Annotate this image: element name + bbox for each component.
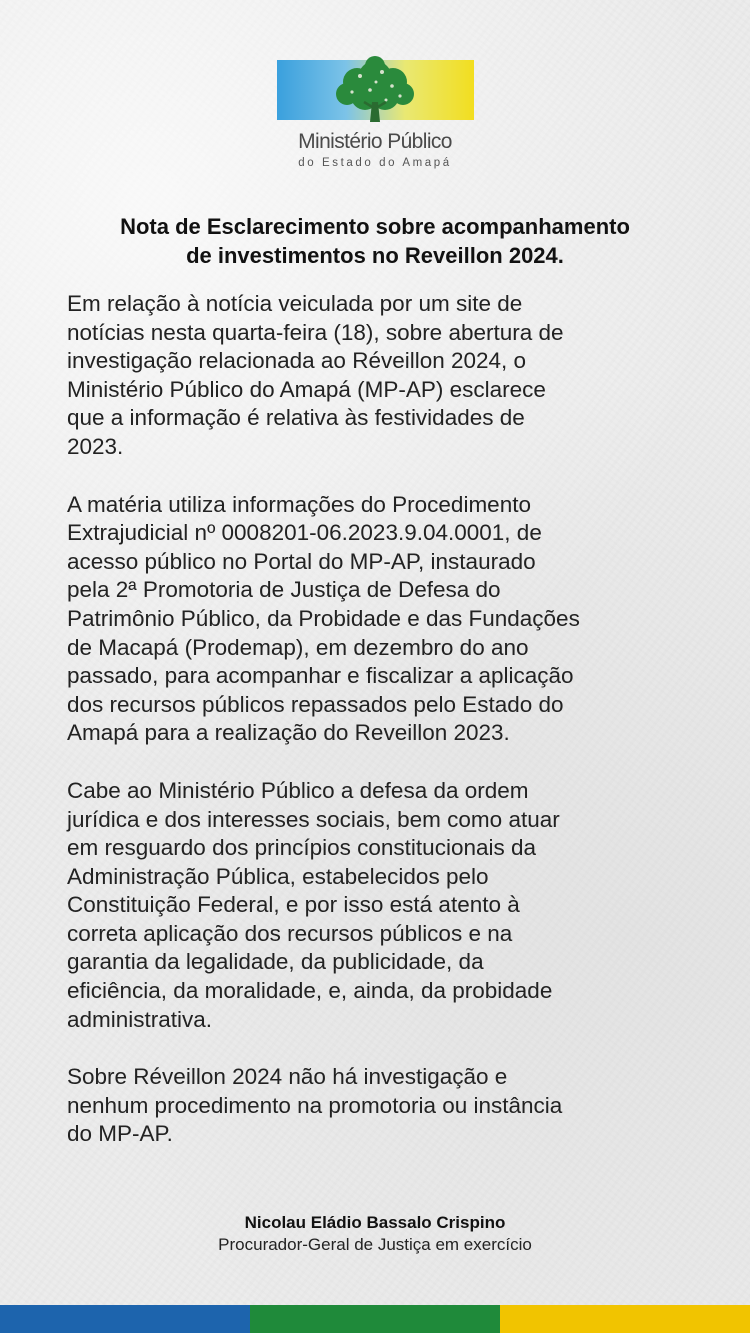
footer-bar-yellow [500, 1305, 750, 1333]
text-line: acesso público no Portal do MP-AP, instaurado [67, 548, 536, 574]
footer-bar-blue [0, 1305, 250, 1333]
text-line: em resguardo dos princípios constitucionais da [67, 835, 537, 861]
heading-line: de investimentos no Reveillon 2024. [186, 243, 564, 268]
text-line: Ministério Público do Amapá (MP-AP) esclarece [67, 376, 546, 402]
text-line: notícias nesta quarta-feira (18), sobre abertura de [67, 319, 564, 345]
text-line: pela 2ª Promotoria de Justiça de Defesa do [67, 577, 501, 603]
text-line: garantia da legalidade, da publicidade, da [67, 949, 484, 975]
text-line: nenhum procedimento na promotoria ou instância [67, 1092, 563, 1118]
signer-role: Procurador-Geral de Justiça em exercício [218, 1235, 532, 1254]
text-line: passado, para acompanhar e fiscalizar a aplicação [67, 663, 574, 689]
text-line: correta aplicação dos recursos públicos e na [67, 920, 513, 946]
text-line: dos recursos públicos repassados pelo Estado do [67, 691, 564, 717]
text-line: 2023. [67, 433, 124, 459]
text-line: Cabe ao Ministério Público a defesa da ordem [67, 777, 529, 803]
note-body [67, 290, 707, 1178]
note-heading [40, 212, 710, 270]
text-line: Em relação à notícia veiculada por um site de [67, 291, 523, 316]
text-line: Sobre Réveillon 2024 não há investigação e [67, 1064, 508, 1090]
text-line: A matéria utiliza informações do Procedimento [67, 491, 531, 517]
text-line: investigação relacionada ao Réveillon 2024, o [67, 348, 527, 374]
heading-line: Nota de Esclarecimento sobre acompanhamento [120, 214, 630, 239]
text-line: Amapá para a realização do Reveillon 2023. [67, 720, 510, 746]
tree-icon [330, 56, 420, 126]
text-line: Extrajudicial nº 0008201-06.2023.9.04.0001, de [67, 520, 542, 546]
text-line: administrativa. [67, 1006, 213, 1032]
footer-bar-green [250, 1305, 500, 1333]
text-line: Constituição Federal, e por isso está atento à [67, 892, 520, 918]
paragraph-2 [67, 491, 707, 748]
logo-subtitle: do Estado do Amapá [298, 157, 452, 169]
paragraph-1 [67, 290, 707, 462]
footer-color-bar [0, 1305, 750, 1333]
text-line: eficiência, da moralidade, e, ainda, da probidade [67, 978, 553, 1004]
text-line: de Macapá (Prodemap), em dezembro do ano [67, 634, 529, 660]
signature-block [0, 1212, 750, 1256]
paragraph-4 [67, 1063, 707, 1149]
text-line: jurídica e dos interesses sociais, bem como atuar [67, 806, 560, 832]
text-line: que a informação é relativa às festividades de [67, 405, 525, 431]
signer-name: Nicolau Eládio Bassalo Crispino [244, 1213, 506, 1232]
logo-title: Ministério Público [298, 130, 452, 153]
text-line: do MP-AP. [67, 1121, 173, 1147]
text-line: Patrimônio Público, da Probidade e das Fundações [67, 605, 580, 631]
mp-ap-logo [272, 56, 478, 176]
paragraph-3 [67, 777, 707, 1034]
text-line: Administração Pública, estabelecidos pelo [67, 863, 489, 889]
